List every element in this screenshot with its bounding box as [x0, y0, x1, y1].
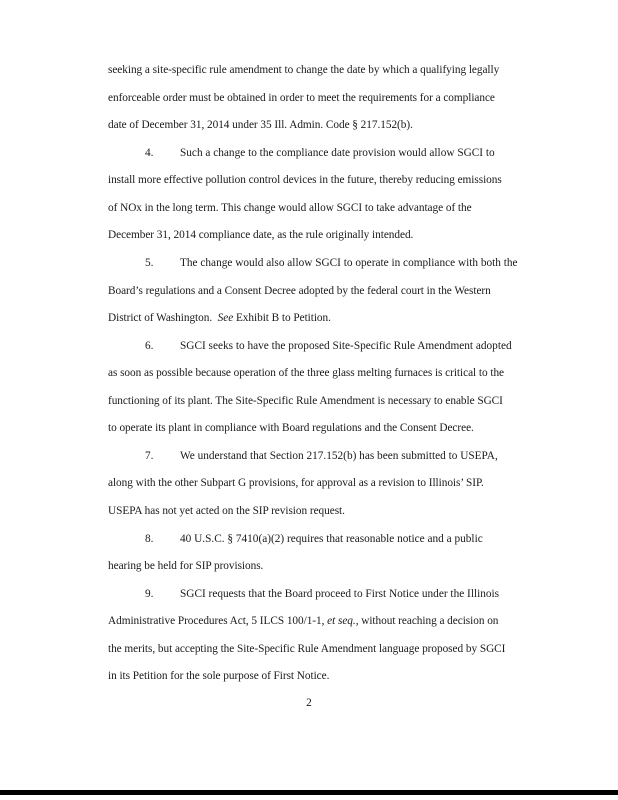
paragraph-6-line: as soon as possible because operation of the three glass melting furnaces is critical to the	[108, 367, 505, 379]
paragraph-number-4: 4.	[145, 147, 154, 159]
paragraph-5-last-line	[108, 311, 331, 325]
paragraph-5-line: Board’s regulations and a Consent Decree adopted by the federal court in the Western	[108, 285, 491, 297]
paragraph-number-6: 6.	[145, 340, 154, 352]
intro-line-1: seeking a site-specific rule amendment to change the date by which a qualifying legally	[108, 64, 500, 76]
paragraph-5-first-line: The change would also allow SGCI to operate in compliance with both the	[180, 257, 518, 269]
paragraph-7-line: along with the other Subpart G provisions, for approval as a revision to Illinois’ SIP.	[108, 477, 484, 489]
paragraph-5-italic-see: See	[217, 312, 234, 324]
paragraph-4-line: December 31, 2014 compliance date, as the rule originally intended.	[108, 229, 414, 241]
paragraph-number-8: 8.	[145, 533, 154, 545]
paragraph-4-line: install more effective pollution control devices in the future, thereby reducing emissions	[108, 174, 502, 186]
paragraph-9-first-line: SGCI requests that the Board proceed to First Notice under the Illinois	[180, 588, 500, 600]
paragraph-number-5: 5.	[145, 257, 154, 269]
paragraph-6-line: functioning of its plant. The Site-Specific Rule Amendment is necessary to enable SGCI	[108, 395, 503, 407]
paragraph-9-line-2-post: , without reaching a decision on	[355, 615, 499, 627]
paragraph-number-9: 9.	[145, 588, 154, 600]
intro-line-2: enforceable order must be obtained in order to meet the requirements for a compliance	[108, 92, 495, 104]
paragraph-8-line: hearing be held for SIP provisions.	[108, 560, 264, 572]
page-number: 2	[306, 697, 312, 709]
intro-line-3: date of December 31, 2014 under 35 Ill. Admin. Code § 217.152(b).	[108, 119, 413, 131]
paragraph-9-line: in its Petition for the sole purpose of First Notice.	[108, 670, 330, 682]
paragraph-9-line-2	[108, 614, 498, 628]
paragraph-5-last-line-post: Exhibit B to Petition.	[233, 312, 331, 324]
paragraph-9-line-2-pre: Administrative Procedures Act, 5 ILCS 100/1-1,	[108, 615, 328, 627]
paragraph-7-first-line: We understand that Section 217.152(b) has been submitted to USEPA,	[180, 450, 498, 462]
paragraph-6-first-line: SGCI seeks to have the proposed Site-Specific Rule Amendment adopted	[180, 340, 512, 352]
paragraph-8-first-line: 40 U.S.C. § 7410(a)(2) requires that reasonable notice and a public	[180, 533, 483, 545]
paragraph-9-italic-et-seq: et seq.	[327, 615, 356, 627]
paragraph-7-line: USEPA has not yet acted on the SIP revision request.	[108, 505, 345, 517]
paragraph-4-first-line: Such a change to the compliance date provision would allow SGCI to	[180, 147, 495, 159]
paragraph-9-line: the merits, but accepting the Site-Specific Rule Amendment language proposed by SGCI	[108, 643, 506, 655]
paragraph-5-last-line-pre: District of Washington.	[108, 312, 218, 324]
paragraph-4-line: of NOx in the long term. This change would allow SGCI to take advantage of the	[108, 202, 472, 214]
paragraph-6-line: to operate its plant in compliance with Board regulations and the Consent Decree.	[108, 422, 474, 434]
paragraph-number-7: 7.	[145, 450, 154, 462]
page-bottom-border	[0, 790, 618, 795]
